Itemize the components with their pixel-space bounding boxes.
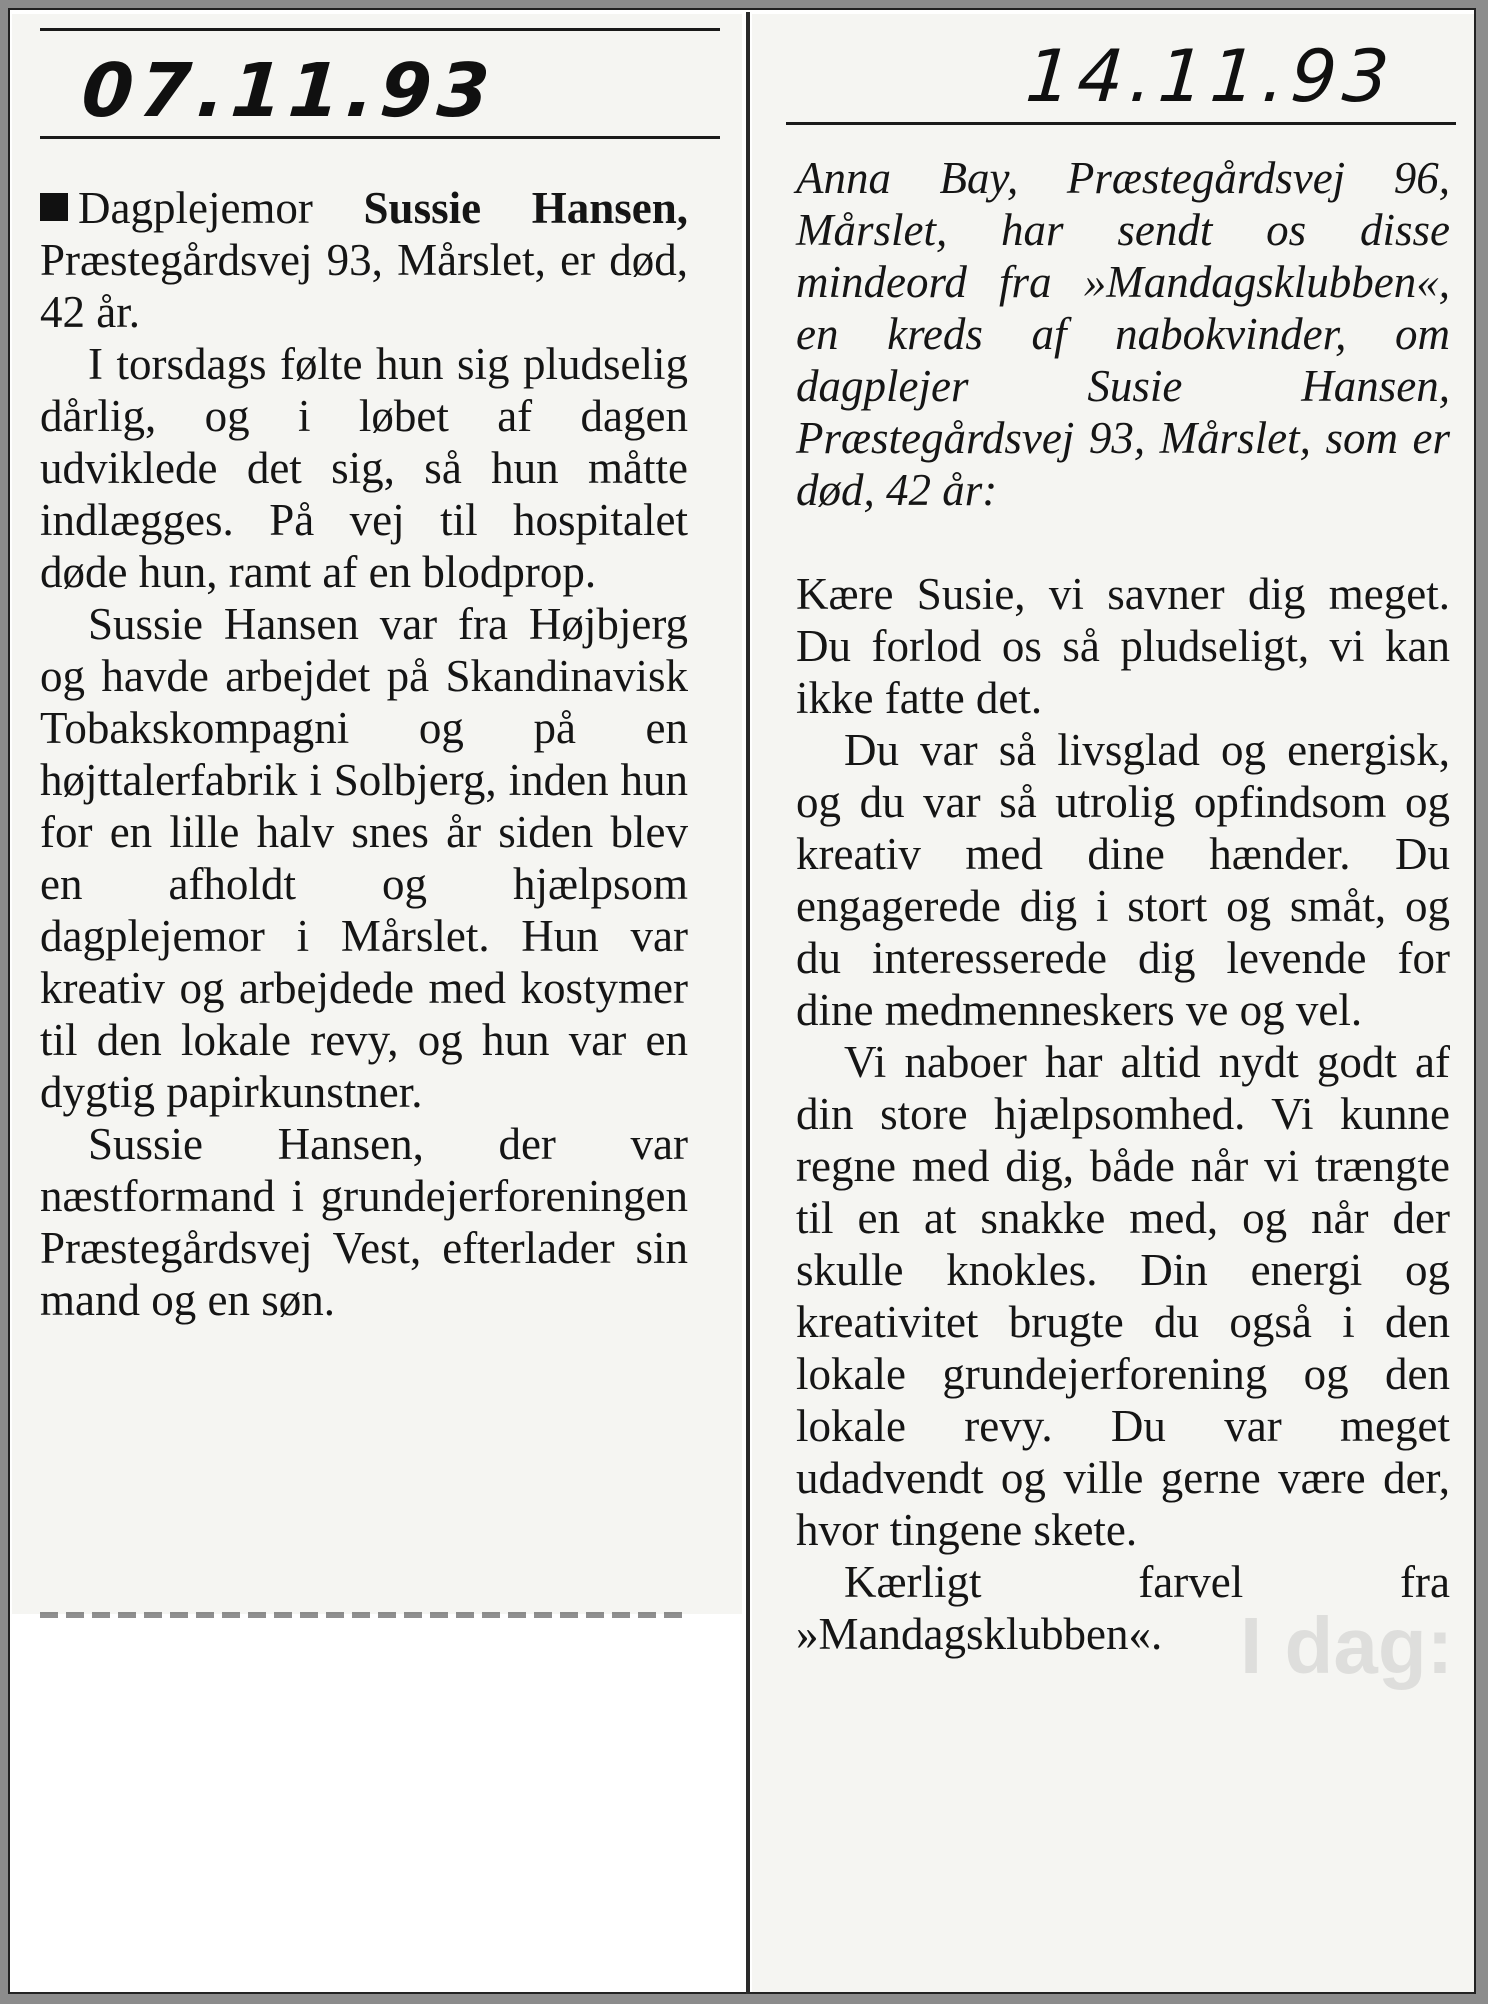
- left-handwritten-date: 07.11.93: [78, 48, 499, 134]
- lead-rest: Præstegårdsvej 93, Mårslet, er død, 42 år.: [40, 235, 688, 337]
- left-paragraph: Sussie Hansen var fra Højbjerg og havde arbejdet på Skandinavisk Tobakskompagni og på en højttalerfabrik i Solbjerg, inden hun for en lille halv snes år siden blev en afholdt og hjælpsom dagplejemor i Mårslet. Hun var kreativ og arbejdede med kostymer til den lokale revy, og hun var en dygtig papirkunstner.: [40, 599, 688, 1117]
- clipping-divider: [746, 12, 750, 1994]
- right-handwritten-date: 14.11.93: [1023, 34, 1398, 118]
- lead-pre: Dagplejemor: [78, 183, 313, 233]
- lead-name-last: Hansen,: [531, 183, 688, 233]
- lead-name-first: Sussie: [363, 183, 482, 233]
- right-date-rule: [786, 122, 1456, 125]
- right-paragraph: Du var så livsglad og energisk, og du var så utrolig opfindsom og kreativ med dine hænder. Du engagerede dig i stort og småt, og du interesserede dig levende for dine medmenneskers ve og vel.: [796, 725, 1450, 1035]
- bleed-through-text: I dag:: [1240, 1601, 1454, 1690]
- square-bullet-icon: [40, 193, 68, 221]
- left-date-rule: [40, 136, 720, 139]
- left-article: [40, 182, 688, 1326]
- right-paragraph: Vi naboer har altid nydt godt af din store hjælpsomhed. Vi kunne regne med dig, både når vi trængte til en at snakke med, og når der skulle knokles. Din energi og kreativitet brugte du også i den lokale grundejerforening og den lokale revy. Du var meget udadvendt og ville gerne være der, hvor tingene skete.: [796, 1037, 1450, 1555]
- right-intro: Anna Bay, Præstegårdsvej 96, Mårslet, har sendt os disse mindeord fra »Mandagsklubben«, en kreds af nabokvinder, om dagplejer Susie Hansen, Præstegårdsvej 93, Mårslet, som er død, 42 år:: [796, 153, 1450, 515]
- left-top-rule: [40, 28, 720, 31]
- left-paragraph: I torsdags følte hun sig pludselig dårlig, og i løbet af dagen udviklede det sig, så hun måtte indlægges. På vej til hospitalet døde hun, ramt af en blodprop.: [40, 339, 688, 597]
- right-paragraph: Kærligt farvel fra »Mandagsklubben«.: [796, 1557, 1450, 1659]
- right-paragraph: Kære Susie, vi savner dig meget. Du forlod os så pludseligt, vi kan ikke fatte det.: [796, 569, 1450, 723]
- cut-edge-remnant: [40, 1612, 690, 1618]
- right-article: [796, 152, 1450, 1660]
- left-lead-paragraph: [40, 182, 688, 338]
- left-paragraph: Sussie Hansen, der var næstformand i grundejerforeningen Præstegårdsvej Vest, efterlader sin mand og en søn.: [40, 1119, 688, 1325]
